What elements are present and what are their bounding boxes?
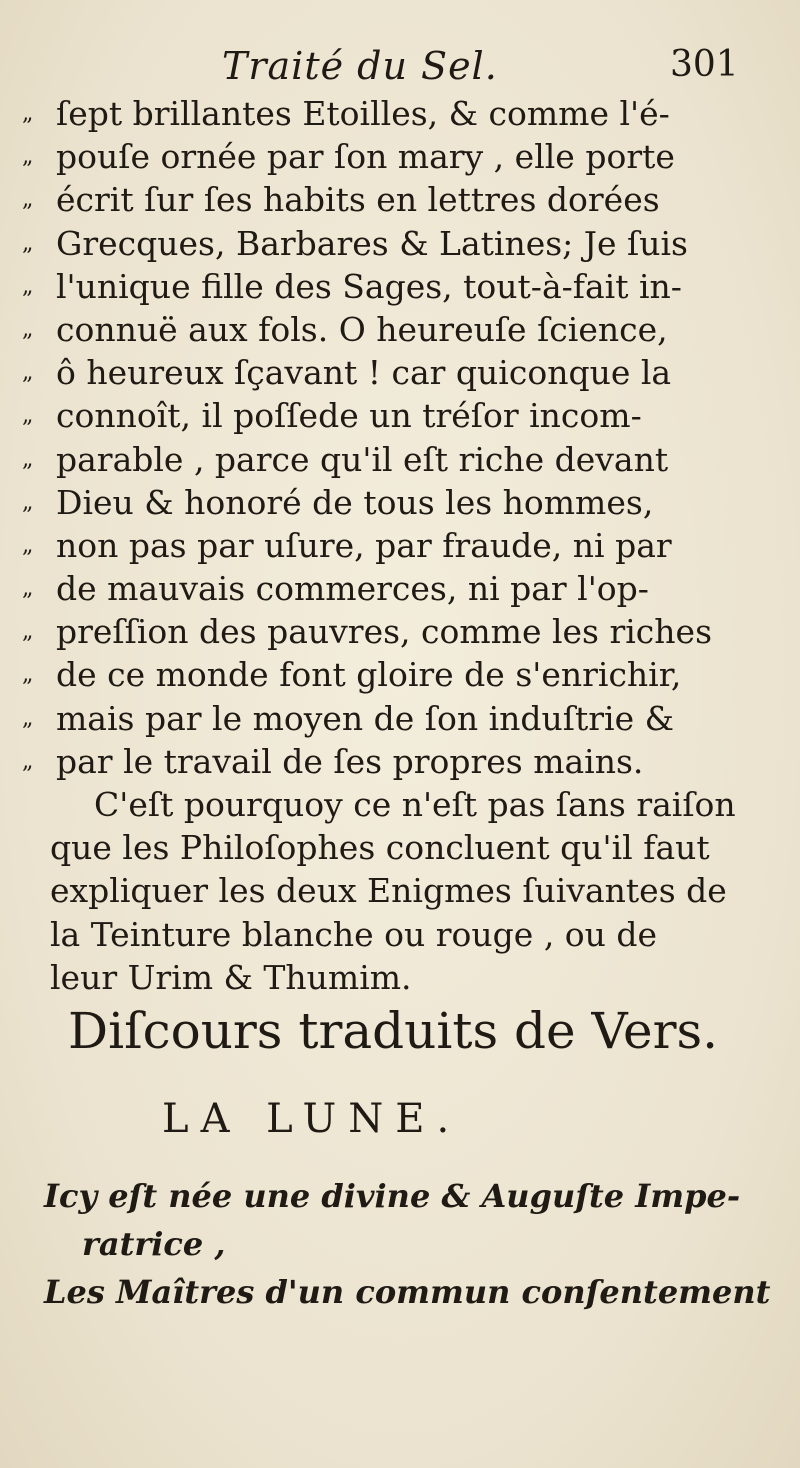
quoted-line-text: mais par le moyen de ſon induſtrie & (56, 698, 675, 738)
quote-mark: „ (22, 705, 34, 731)
paragraph-line: C'eſt pourquoy ce n'eſt pas ſans raiſon (94, 785, 736, 824)
quoted-line-text: par le travail de ſes propres mains. (56, 741, 644, 781)
quoted-line (22, 524, 762, 567)
verse-block (44, 1172, 771, 1316)
quoted-line (22, 697, 762, 740)
quote-mark: „ (22, 230, 34, 256)
quoted-line-text: de ce monde font gloire de s'enrichir, (56, 655, 682, 695)
quoted-line (22, 92, 762, 135)
quoted-line (22, 481, 762, 524)
quoted-line-text: pouſe ornée par ſon mary , elle porte (56, 137, 675, 177)
quoted-line (22, 222, 762, 265)
quote-mark: „ (22, 619, 34, 645)
quoted-line (22, 178, 762, 221)
body-text (22, 92, 762, 999)
paragraph-line: la Teinture blanche ou rouge , ou de (50, 914, 658, 954)
quote-mark: „ (22, 532, 34, 558)
quoted-line-text: connoît, il poſſede un tréſor incom- (56, 396, 642, 436)
quoted-line-text: preſſion des pauvres, comme les riches (56, 612, 713, 652)
running-head-title: Traité du Sel. (222, 44, 498, 88)
quote-mark: „ (22, 489, 34, 515)
running-head (0, 44, 800, 94)
quoted-line-text: parable , parce qu'il eſt riche devant (56, 439, 669, 479)
quote-mark: „ (22, 576, 34, 602)
quote-mark: „ (22, 273, 34, 299)
paragraph-line: que les Philoſophes concluent qu'il faut (50, 828, 710, 868)
quote-mark: „ (22, 748, 34, 774)
section-heading: Diſcours traduits de Vers. (68, 1002, 719, 1060)
quote-mark: „ (22, 101, 34, 126)
quote-mark: „ (22, 187, 34, 213)
quoted-line-text: l'unique fille des Sages, tout-à-fait in- (56, 266, 682, 306)
quote-mark: „ (22, 446, 34, 472)
quoted-line-text: écrit ſur ſes habits en lettres dorées (56, 180, 660, 220)
quoted-line (22, 740, 762, 783)
quoted-line-text: ſept brillantes Etoilles, & comme l'é- (56, 94, 670, 133)
quoted-line-text: non pas par uſure, par fraude, ni par (56, 525, 672, 565)
verse-line: Icy eſt née une divine & Auguſte Impe- (44, 1177, 741, 1215)
quoted-line (22, 394, 762, 437)
quote-mark: „ (22, 662, 34, 688)
quoted-line (22, 610, 762, 653)
quote-mark: „ (22, 144, 34, 170)
quoted-line-text: connuë aux fols. O heureuſe ſcience, (56, 309, 668, 349)
page-number: 301 (670, 44, 739, 85)
quoted-line-text: Dieu & honoré de tous les hommes, (56, 482, 654, 522)
quoted-line (22, 351, 762, 394)
quoted-line (22, 567, 762, 610)
quoted-line (22, 135, 762, 178)
quote-mark: „ (22, 316, 34, 342)
quoted-line (22, 308, 762, 351)
quote-mark: „ (22, 403, 34, 429)
verse-line: ratrice , (82, 1225, 226, 1263)
section-subheading: LA LUNE. (162, 1096, 462, 1142)
quoted-line (22, 265, 762, 308)
quoted-line (22, 438, 762, 481)
paragraph-line: leur Urim & Thumim. (50, 957, 412, 997)
quoted-line-text: de mauvais commerces, ni par l'op- (56, 569, 649, 609)
quote-mark: „ (22, 360, 34, 386)
verse-line: Les Maîtres d'un commun conſentement (44, 1273, 771, 1311)
quoted-line-text: ô heureux ſçavant ! car quiconque la (56, 353, 672, 393)
paragraph-line: expliquer les deux Enigmes ſuivantes de (50, 871, 727, 911)
quoted-line (22, 653, 762, 696)
quoted-line-text: Grecques, Barbares & Latines; Je ſuis (56, 223, 688, 263)
